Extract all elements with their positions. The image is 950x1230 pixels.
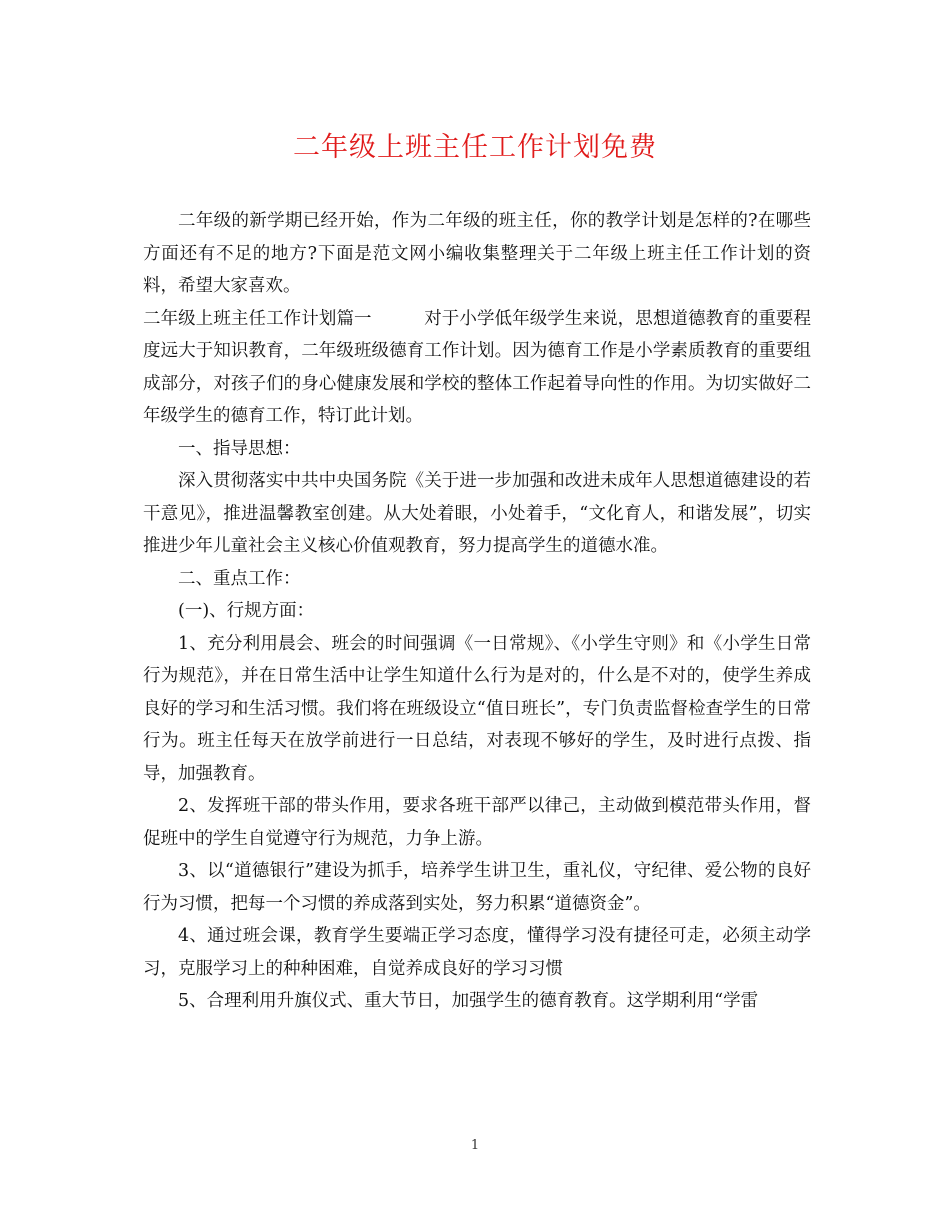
page-number: 1: [470, 1138, 480, 1153]
list-item-2: 2、发挥班干部的带头作用，要求各班干部严以律己，主动做到模范带头作用，督促班中的学生自觉遵守行为规范，力争上游。: [143, 796, 811, 849]
paragraph-intro: 二年级的新学期已经开始，作为二年级的班主任，你的教学计划是怎样的?在哪些方面还有不足的地方?下面是范文网小编收集整理关于二年级上班主任工作计划的资料，希望大家喜欢。: [143, 211, 811, 296]
paragraph-section-1: [143, 303, 811, 433]
section-heading: 二年级上班主任工作计划篇一: [143, 308, 372, 329]
heading-key-work: 二、重点工作：: [178, 568, 301, 589]
document-title: 二年级上班主任工作计划免费: [293, 132, 657, 163]
section-body: 对于小学低年级学生来说，思想道德教育的重要程度远大于知识教育，二年级班级德育工作计划。因为德育工作是小学素质教育的重要组成部分，对孩子们的身心健康发展和学校的整体工作起着导向性的作用。为切实做好二年级学生的德育工作，特订此计划。: [143, 308, 812, 426]
list-item-3: 3、以“道德银行”建设为抓手，培养学生讲卫生，重礼仪，守纪律、爱公物的良好行为习惯，把每一个习惯的养成落到实处，努力积累“道德资金”。: [143, 861, 811, 914]
list-item-1: 1、充分利用晨会、班会的时间强调《一日常规》、《小学生守则》和《小学生日常行为规范》，并在日常生活中让学生知道什么行为是对的，什么是不对的，使学生养成良好的学习和生活习惯。我们将在班级设立“值日班长”，专门负责监督检查学生的日常行为。班主任每天在放学前进行一日总结，对表现不够好的学生，及时进行点拨、指导，加强教育。: [143, 633, 811, 784]
heading-conduct: (一)、行规方面：: [178, 601, 315, 621]
document-body: [143, 205, 811, 1018]
heading-guiding-thought: 一、指导思想：: [178, 438, 301, 459]
list-item-5: 5、合理利用升旗仪式、重大节日，加强学生的德育教育。这学期利用“学雷: [178, 991, 759, 1011]
paragraph-guiding-thought: 深入贯彻落实中共中央国务院《关于进一步加强和改进未成年人思想道德建设的若干意见》，推进温馨教室创建。从大处着眼，小处着手，“文化育人，和谐发展”，切实推进少年儿童社会主义核心价值观教育，努力提高学生的道德水准。: [143, 471, 811, 556]
list-item-4: 4、通过班会课，教育学生要端正学习态度，懂得学习没有捷径可走，必须主动学习，克服学习上的种种困难，自觉养成良好的学习习惯: [143, 926, 811, 979]
